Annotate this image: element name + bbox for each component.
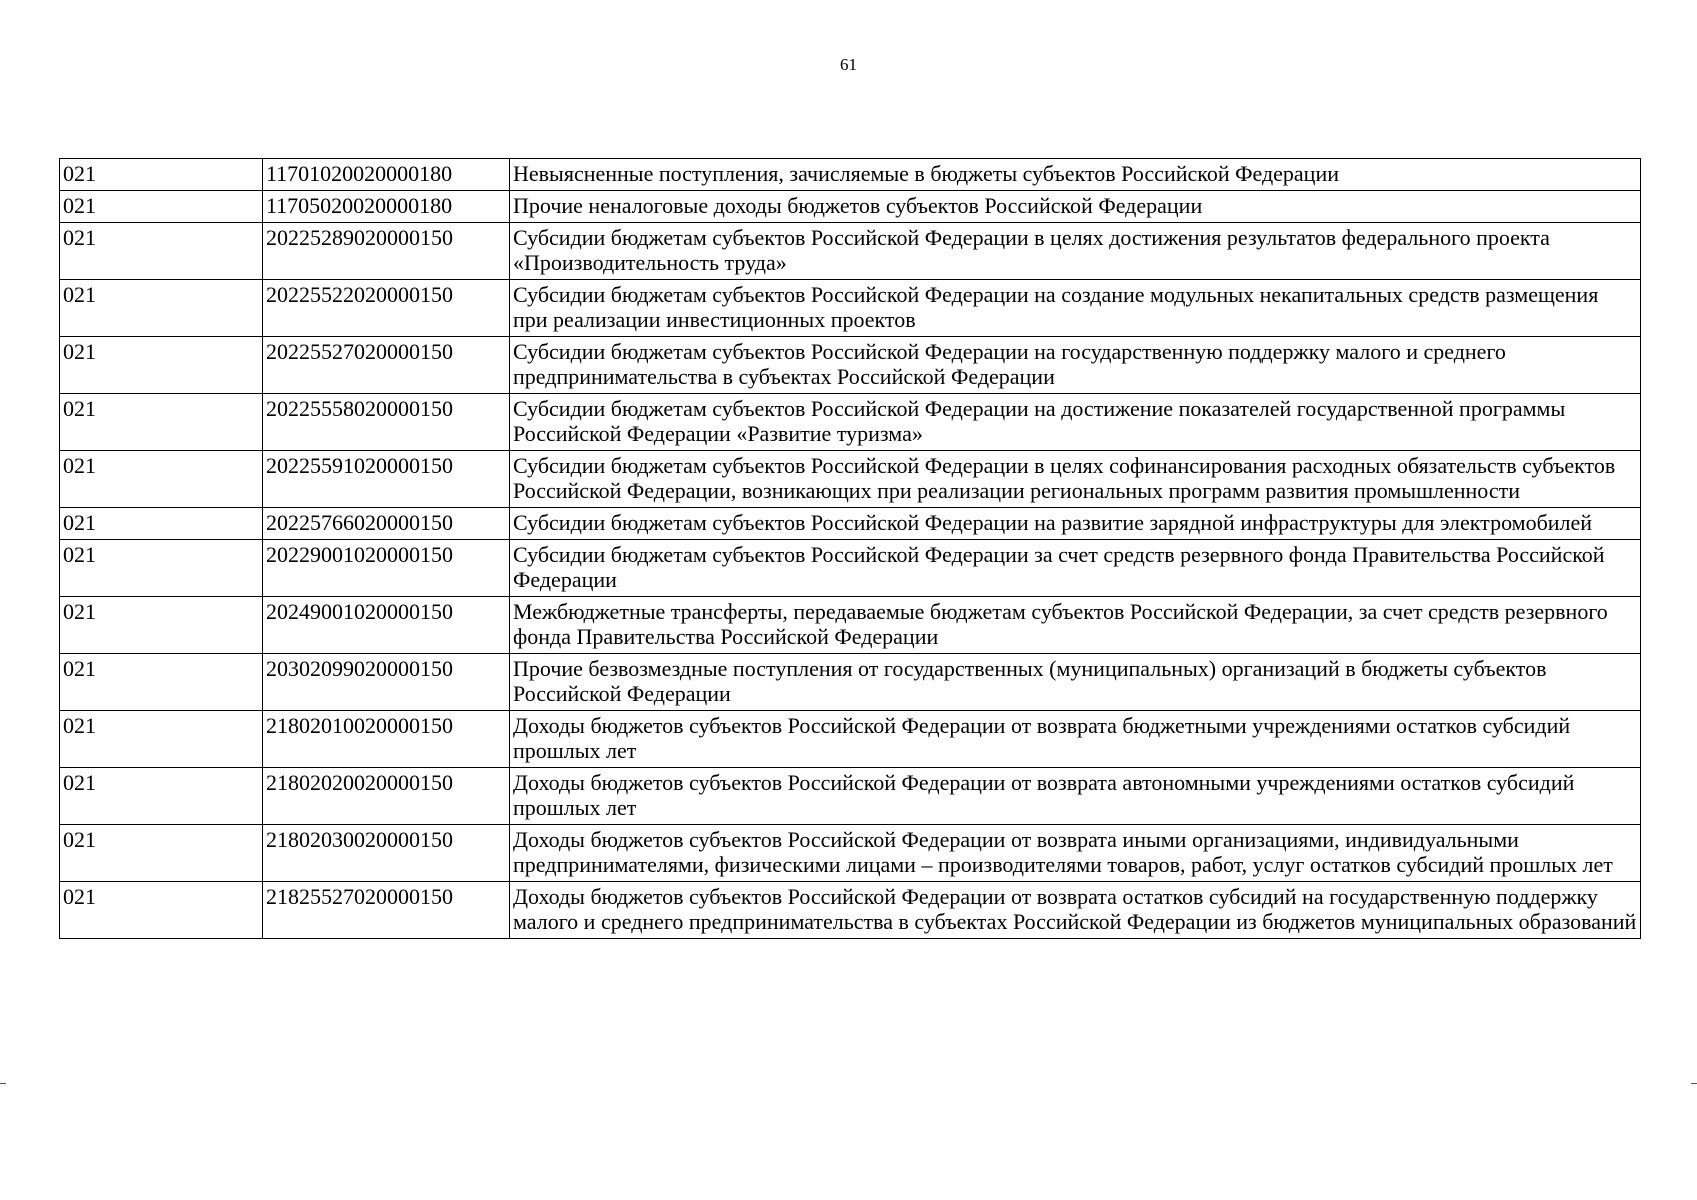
table-row (60, 394, 1641, 451)
revenue-code-cell: 20225558020000150 (263, 394, 510, 451)
table-row (60, 191, 1641, 223)
description-cell: Прочие безвозмездные поступления от государственных (муниципальных) организаций в бюджеты субъектов Российской Федерации (510, 654, 1641, 711)
description-cell: Доходы бюджетов субъектов Российской Федерации от возврата бюджетными учреждениями остатков субсидий прошлых лет (510, 711, 1641, 768)
admin-code-cell: 021 (60, 451, 263, 508)
table-body (60, 159, 1641, 939)
table-row (60, 280, 1641, 337)
description-cell: Субсидии бюджетам субъектов Российской Федерации в целях достижения результатов федерального проекта «Производительность труда» (510, 223, 1641, 280)
table-row (60, 882, 1641, 939)
admin-code-cell: 021 (60, 768, 263, 825)
admin-code-cell: 021 (60, 825, 263, 882)
admin-code-cell: 021 (60, 882, 263, 939)
description-cell: Невыясненные поступления, зачисляемые в бюджеты субъектов Российской Федерации (510, 159, 1641, 191)
admin-code-cell: 021 (60, 337, 263, 394)
description-cell: Субсидии бюджетам субъектов Российской Федерации на создание модульных некапитальных средств размещения при реализации инвестиционных проектов (510, 280, 1641, 337)
admin-code-cell: 021 (60, 223, 263, 280)
revenue-code-cell: 21825527020000150 (263, 882, 510, 939)
revenue-code-cell: 11705020020000180 (263, 191, 510, 223)
admin-code-cell: 021 (60, 540, 263, 597)
table-row (60, 451, 1641, 508)
revenue-code-cell: 21802010020000150 (263, 711, 510, 768)
admin-code-cell: 021 (60, 280, 263, 337)
table-row (60, 825, 1641, 882)
right-edge-mark (1691, 1083, 1697, 1084)
revenue-code-cell: 20302099020000150 (263, 654, 510, 711)
admin-code-cell: 021 (60, 508, 263, 540)
admin-code-cell: 021 (60, 597, 263, 654)
description-cell: Субсидии бюджетам субъектов Российской Федерации на развитие зарядной инфраструктуры для электромобилей (510, 508, 1641, 540)
revenue-code-cell: 20225522020000150 (263, 280, 510, 337)
admin-code-cell: 021 (60, 711, 263, 768)
revenue-code-cell: 21802020020000150 (263, 768, 510, 825)
revenue-code-cell: 11701020020000180 (263, 159, 510, 191)
table-row (60, 508, 1641, 540)
revenue-code-cell: 20249001020000150 (263, 597, 510, 654)
description-cell: Доходы бюджетов субъектов Российской Федерации от возврата иными организациями, индивидуальными предпринимателями, физическими лицами – производителями товаров, работ, услуг остатков субсидий прошлых лет (510, 825, 1641, 882)
revenue-code-cell: 21802030020000150 (263, 825, 510, 882)
revenue-code-cell: 20225527020000150 (263, 337, 510, 394)
revenue-code-cell: 20225766020000150 (263, 508, 510, 540)
description-cell: Доходы бюджетов субъектов Российской Федерации от возврата остатков субсидий на государственную поддержку малого и среднего предпринимательства в субъектах Российской Федерации из бюджетов муниципальных образований (510, 882, 1641, 939)
revenue-codes-table-container (59, 158, 1641, 939)
description-cell: Субсидии бюджетам субъектов Российской Федерации в целях софинансирования расходных обязательств субъектов Российской Федерации, возникающих при реализации региональных программ развития промышленности (510, 451, 1641, 508)
admin-code-cell: 021 (60, 394, 263, 451)
table-row (60, 337, 1641, 394)
admin-code-cell: 021 (60, 191, 263, 223)
description-cell: Межбюджетные трансферты, передаваемые бюджетам субъектов Российской Федерации, за счет средств резервного фонда Правительства Российской Федерации (510, 597, 1641, 654)
description-cell: Прочие неналоговые доходы бюджетов субъектов Российской Федерации (510, 191, 1641, 223)
admin-code-cell: 021 (60, 159, 263, 191)
table-row (60, 597, 1641, 654)
revenue-code-cell: 20225591020000150 (263, 451, 510, 508)
left-edge-mark (0, 1083, 6, 1084)
description-cell: Субсидии бюджетам субъектов Российской Федерации на достижение показателей государственной программы Российской Федерации «Развитие туризма» (510, 394, 1641, 451)
revenue-codes-table (59, 158, 1641, 939)
page-number: 61 (840, 55, 857, 74)
table-row (60, 711, 1641, 768)
table-row (60, 654, 1641, 711)
table-row (60, 223, 1641, 280)
description-cell: Субсидии бюджетам субъектов Российской Федерации за счет средств резервного фонда Правительства Российской Федерации (510, 540, 1641, 597)
description-cell: Доходы бюджетов субъектов Российской Федерации от возврата автономными учреждениями остатков субсидий прошлых лет (510, 768, 1641, 825)
revenue-code-cell: 20225289020000150 (263, 223, 510, 280)
description-cell: Субсидии бюджетам субъектов Российской Федерации на государственную поддержку малого и среднего предпринимательства в субъектах Российской Федерации (510, 337, 1641, 394)
revenue-code-cell: 20229001020000150 (263, 540, 510, 597)
admin-code-cell: 021 (60, 654, 263, 711)
table-row (60, 768, 1641, 825)
table-row (60, 540, 1641, 597)
table-row (60, 159, 1641, 191)
